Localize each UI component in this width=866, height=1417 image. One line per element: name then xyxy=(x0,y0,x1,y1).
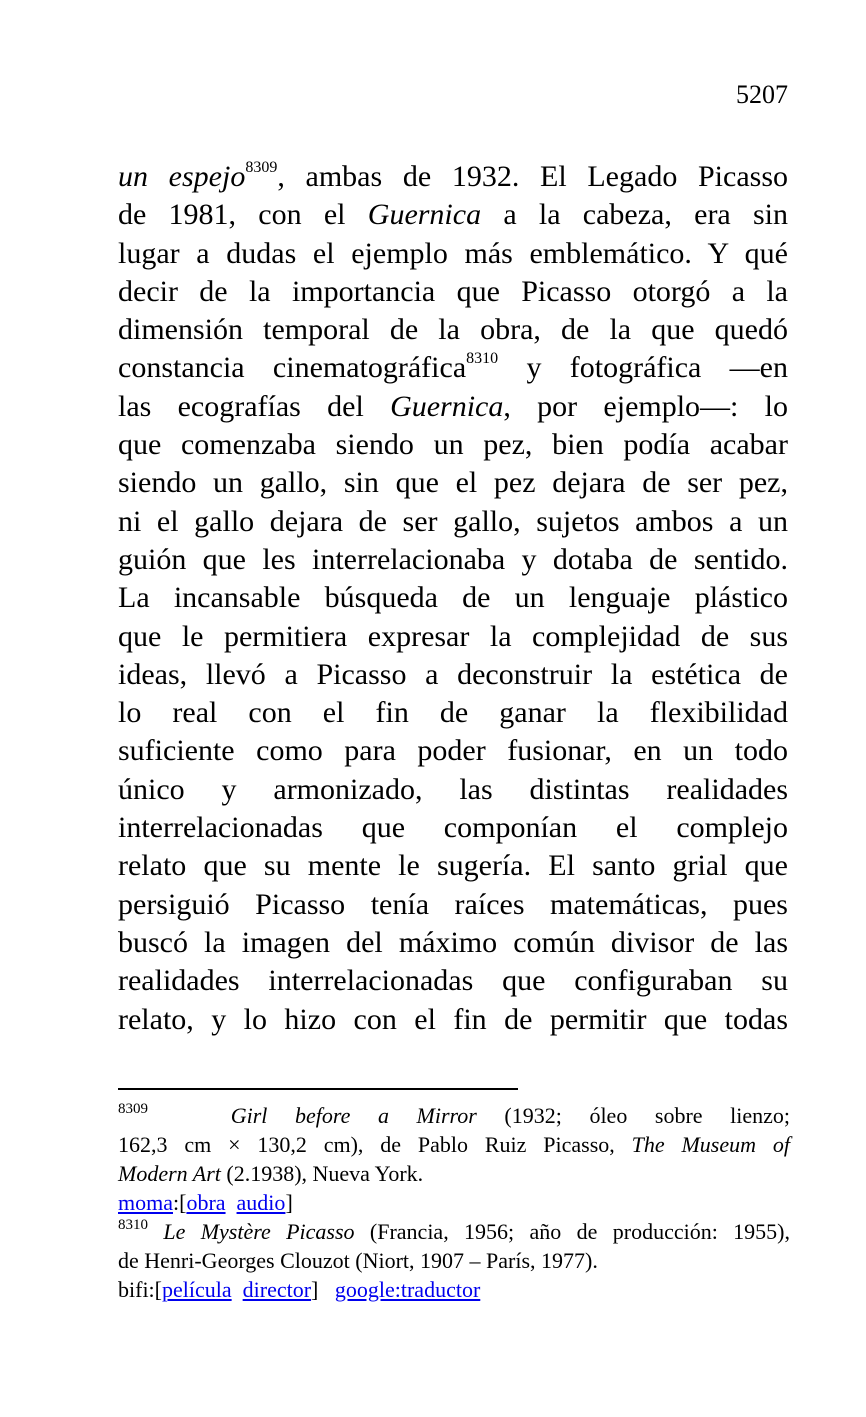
page-number: 5207 xyxy=(736,80,788,109)
body-line xyxy=(118,311,788,349)
body-line xyxy=(118,235,788,273)
body-line xyxy=(118,771,788,809)
footnote-title: Girl before a Mirror xyxy=(230,1103,477,1128)
body-text-segment: constancia cinematográfica xyxy=(118,351,467,385)
body-text xyxy=(118,158,788,1039)
footnote-8309-line1 xyxy=(118,1101,790,1130)
body-text-segment: lo real con el fin de ganar la flexibilidad xyxy=(118,696,788,730)
body-text-segment: ni el gallo dejara de ser gallo, sujetos ambos a un xyxy=(118,504,788,538)
link-separator: bifi:[ xyxy=(118,1277,162,1302)
link-separator: ] xyxy=(311,1277,319,1302)
director-link[interactable]: director xyxy=(242,1277,312,1302)
body-text-segment: interrelacionadas que componían el complejo xyxy=(118,811,788,845)
footnote-8310-links xyxy=(118,1275,790,1304)
body-text-segment: las ecografías del xyxy=(118,389,391,423)
body-text-segment: relato que su mente le sugería. El santo grial que xyxy=(118,849,788,883)
body-line xyxy=(118,618,788,656)
footnote-title: Le Mystère Picasso xyxy=(163,1219,355,1244)
italic-title: Guernica xyxy=(367,198,482,232)
body-text-segment: La incansable búsqueda de un lenguaje plástico xyxy=(118,581,788,615)
footnote-text: (1932; óleo sobre lienzo; xyxy=(476,1103,790,1128)
body-text-segment: , ambas de 1932. El Legado Picasso xyxy=(277,160,788,193)
google-traductor-link[interactable]: google:traductor xyxy=(334,1277,481,1302)
body-line xyxy=(118,273,788,311)
body-text-segment: que comenzaba siendo un pez, bien podía acabar xyxy=(118,428,788,462)
footnote-8309-line2 xyxy=(118,1130,790,1159)
body-text-segment: , por ejemplo—: lo xyxy=(503,389,788,423)
audio-link[interactable]: audio xyxy=(236,1190,286,1215)
body-text-segment: único y armonizado, las distintas realidades xyxy=(118,772,788,806)
body-line xyxy=(118,388,788,426)
body-line xyxy=(118,349,788,387)
footnote-text: 162,3 cm × 130,2 cm), de Pablo Ruiz Picasso, xyxy=(118,1132,632,1157)
footnote-8309-line3 xyxy=(118,1159,790,1188)
body-text-segment: dimensión temporal de la obra, de la que quedó xyxy=(118,313,788,347)
body-text-segment: suficiente como para poder fusionar, en un todo xyxy=(118,734,788,768)
body-text-segment: relato, y lo hizo con el fin de permitir que todas xyxy=(118,1002,788,1036)
body-text-segment: lugar a dudas el ejemplo más emblemático. Y qué xyxy=(118,236,788,270)
footnote-museum: Modern Art xyxy=(118,1161,221,1186)
body-line xyxy=(118,732,788,770)
footnote-8309-links xyxy=(118,1188,790,1217)
body-line xyxy=(118,579,788,617)
body-line xyxy=(118,503,788,541)
body-line xyxy=(118,809,788,847)
body-line xyxy=(118,886,788,924)
body-text-segment: realidades interrelacionadas que configuraban su xyxy=(118,964,788,998)
body-text-segment: de 1981, con el xyxy=(118,198,368,232)
body-text-segment: guión que les interrelacionaba y dotaba de sentido. xyxy=(118,542,788,576)
pelicula-link[interactable]: película xyxy=(162,1277,232,1302)
link-separator: :[ xyxy=(173,1190,187,1215)
footnote-text: (2.1938), Nueva York. xyxy=(220,1161,424,1186)
body-text-segment: y fotográfica —en xyxy=(498,351,788,385)
footnote-museum: The Museum of xyxy=(631,1132,790,1157)
body-line xyxy=(118,464,788,502)
body-text-segment: siendo un gallo, sin que el pez dejara de ser pez, xyxy=(118,466,788,500)
body-text-segment: persiguió Picasso tenía raíces matemáticas, pues xyxy=(118,887,788,921)
footnote-reference: 8310 xyxy=(466,350,499,368)
obra-link[interactable]: obra xyxy=(186,1190,226,1215)
body-line xyxy=(118,426,788,464)
body-line xyxy=(118,847,788,885)
body-text-segment: ideas, llevó a Picasso a deconstruir la estética de xyxy=(118,657,788,691)
body-line xyxy=(118,924,788,962)
footnote-text: (Francia, 1956; año de producción: 1955), xyxy=(354,1219,791,1244)
moma-link[interactable]: moma xyxy=(118,1190,173,1215)
body-line xyxy=(118,962,788,1000)
body-line xyxy=(118,656,788,694)
footnote-number: 8309 xyxy=(118,1101,148,1117)
body-text-segment: que le permitiera expresar la complejidad de sus xyxy=(118,619,788,653)
body-text-segment: buscó la imagen del máximo común divisor de las xyxy=(118,925,788,959)
footnote-text: de Henri-Georges Clouzot (Niort, 1907 – París, 1977). xyxy=(118,1248,598,1273)
footnote-reference: 8309 xyxy=(245,159,278,176)
footnotes xyxy=(118,1101,790,1304)
body-text-segment: a la cabeza, era sin xyxy=(481,198,789,232)
italic-title: un espejo xyxy=(118,160,246,193)
footnote-separator xyxy=(118,1088,518,1090)
body-line xyxy=(118,694,788,732)
body-line xyxy=(118,541,788,579)
footnote-number: 8310 xyxy=(118,1217,148,1233)
body-line xyxy=(118,158,788,196)
body-line xyxy=(118,1001,788,1039)
body-line xyxy=(118,196,788,234)
link-separator: ] xyxy=(285,1190,293,1215)
body-text-segment: decir de la importancia que Picasso otorgó a la xyxy=(118,274,788,308)
footnote-8310-line2 xyxy=(118,1246,790,1275)
footnote-8310-line1 xyxy=(118,1217,790,1246)
italic-title: Guernica xyxy=(390,389,504,423)
